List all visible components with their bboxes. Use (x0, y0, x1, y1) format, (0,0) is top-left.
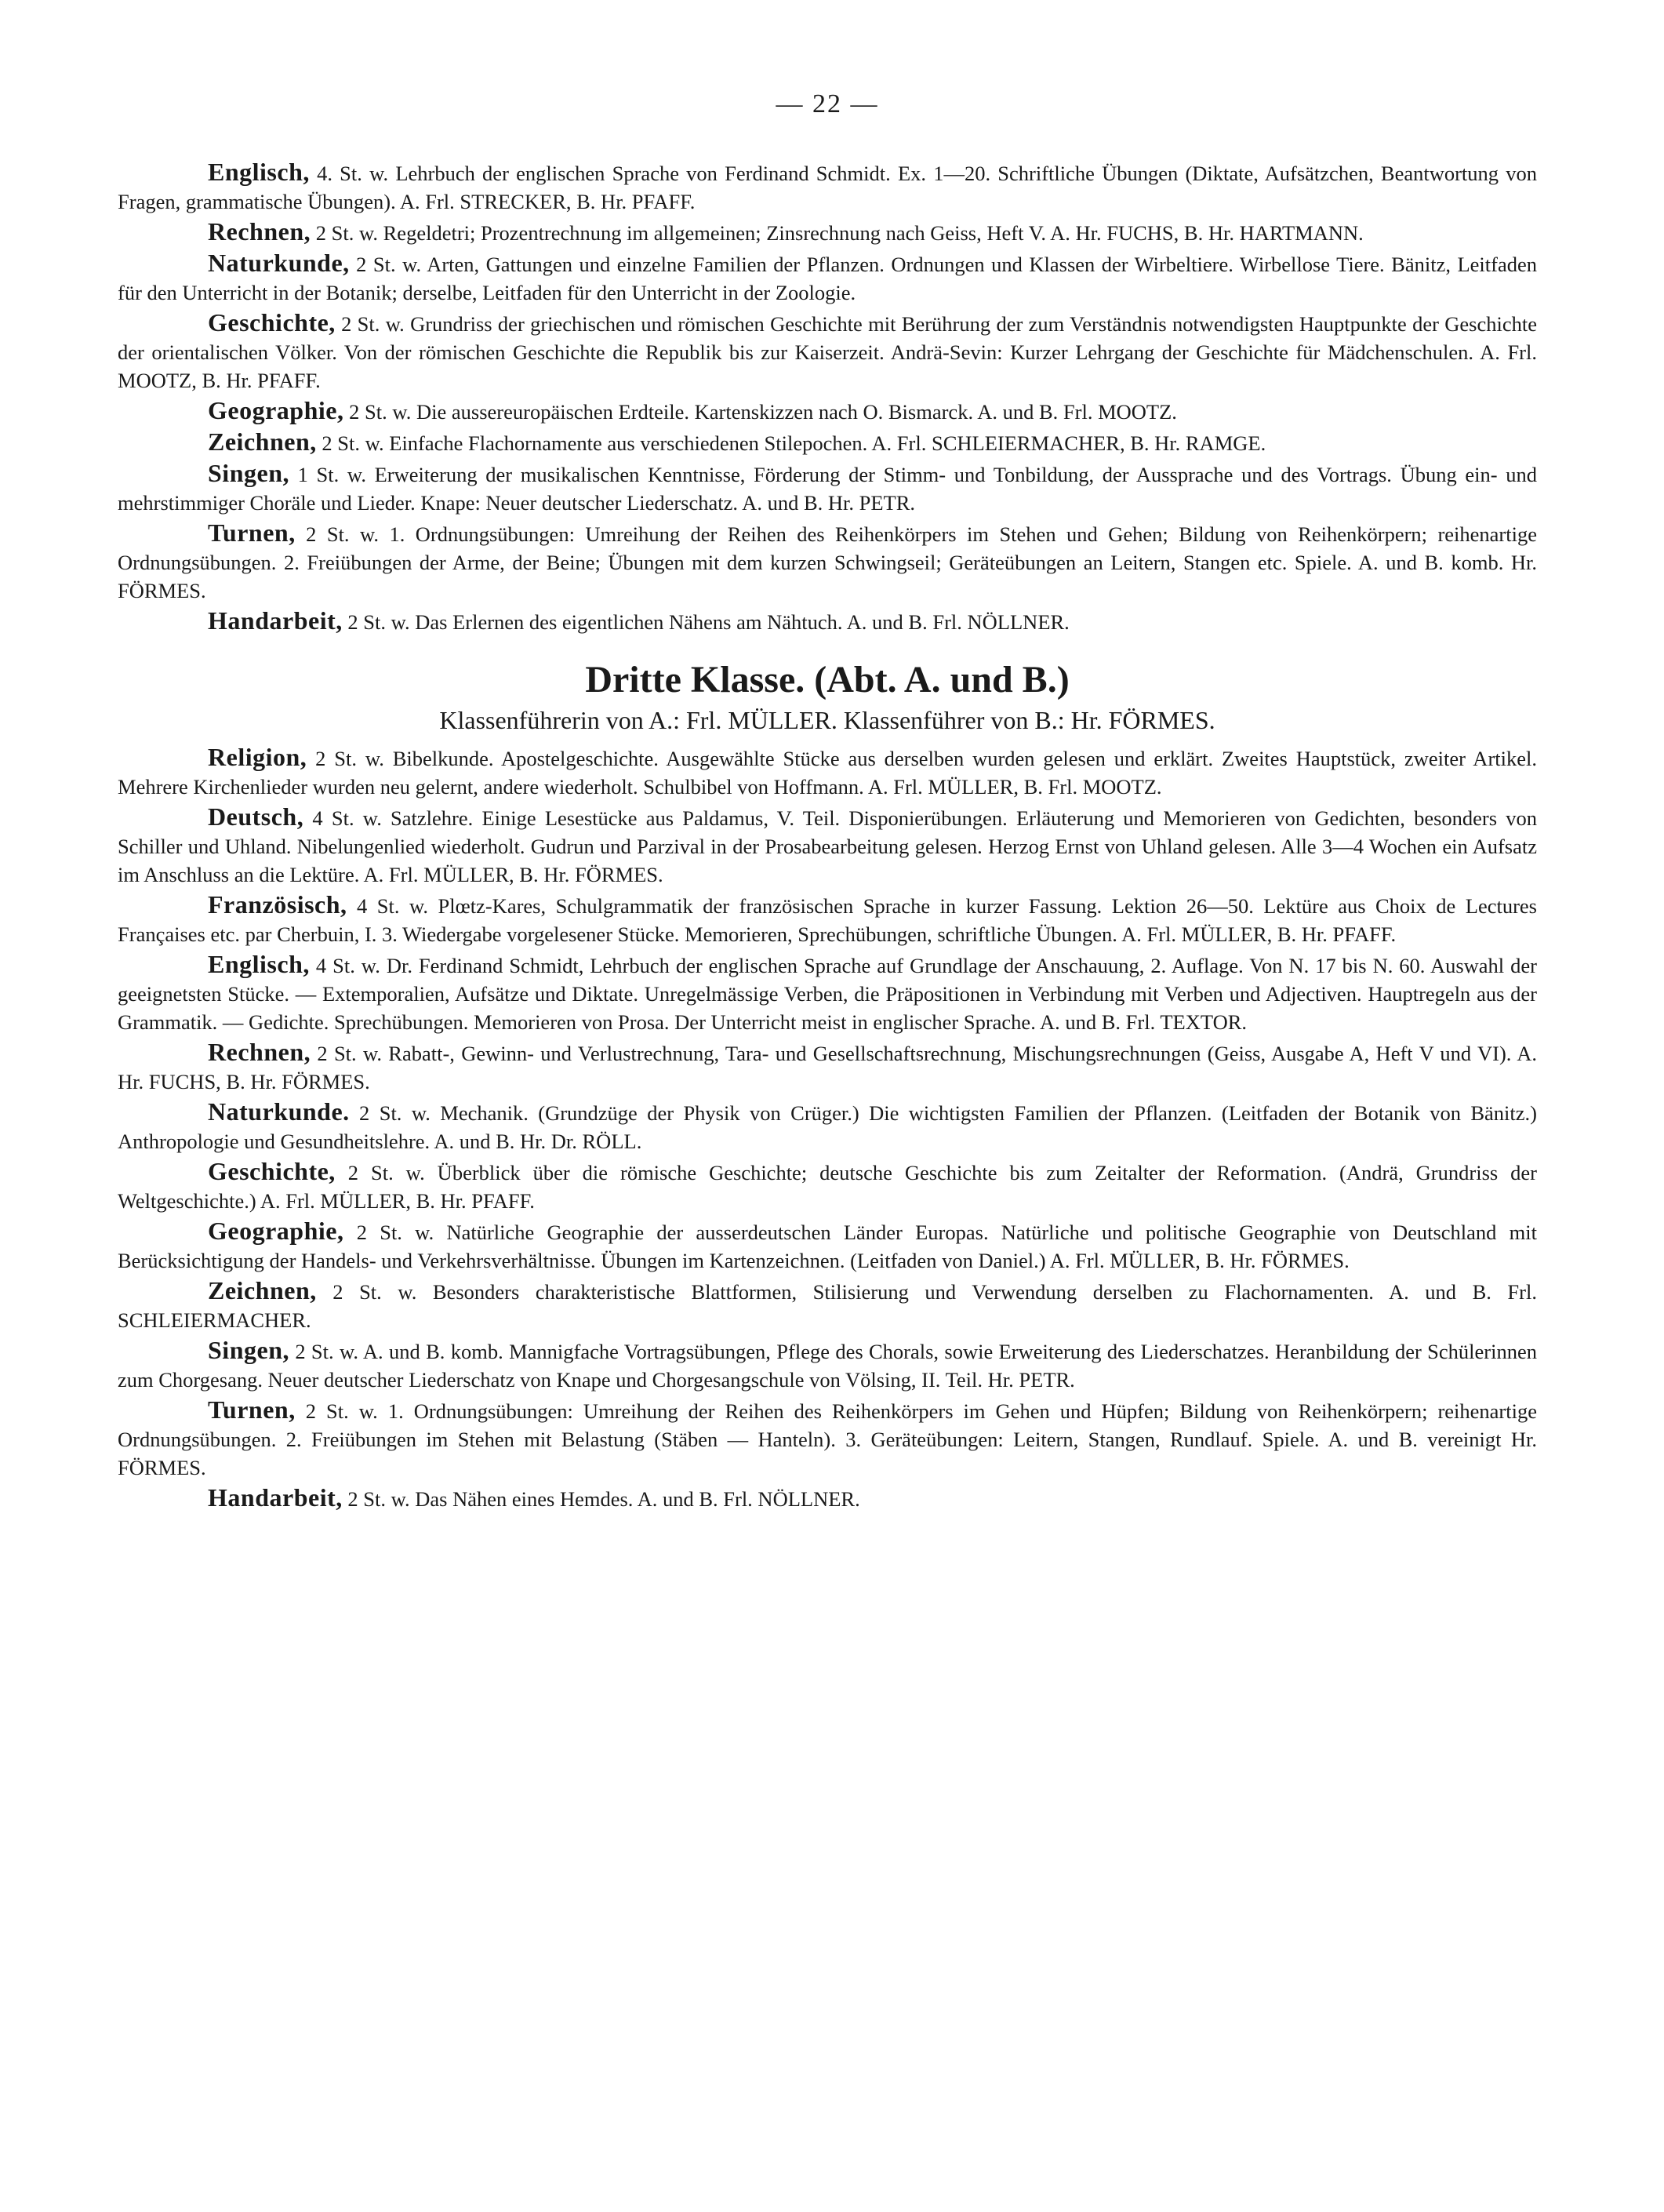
subject-entry (118, 308, 1537, 395)
subject-name: Handarbeit, (208, 606, 343, 635)
subject-text: 2 St. w. Rabatt-, Gewinn- und Verlustrechnung, Tara- und Gesellschaftsrechnung, Mischungsrechnungen (Geiss, Ausgabe A, Heft V und VI). A. Hr. FUCHS, B. Hr. FÖRMES. (118, 1042, 1537, 1093)
subject-entry (118, 158, 1537, 216)
subject-text: 1 St. w. Erweiterung der musikalischen Kenntnisse, Förderung der Stimm- und Tonbildung, der Aussprache und des Vortrags. Übung ein- und mehrstimmiger Choräle und Lieder. Knape: Neuer deutscher Liederschatz. A. und B. Hr. PETR. (118, 463, 1537, 515)
subject-text: 2 St. w. Einfache Flachornamente aus verschiedenen Stilepochen. A. Frl. SCHLEIERMACHER, B. Hr. RAMGE. (316, 431, 1266, 455)
subject-entry (118, 606, 1537, 636)
subject-text: 2 St. w. Arten, Gattungen und einzelne Familien der Pflanzen. Ordnungen und Klassen der Wirbeltiere. Wirbellose Tiere. Bänitz, Leitfaden für den Unterricht in der Botanik; derselbe, Leitfaden für den Unterricht in der Zoologie. (118, 253, 1537, 304)
subject-entry (118, 427, 1537, 457)
subject-entry (118, 1157, 1537, 1215)
subject-name: Naturkunde, (208, 249, 350, 277)
subject-name: Turnen, (208, 1395, 296, 1424)
subject-text: 2 St. w. Regeldetri; Prozentrechnung im allgemeinen; Zinsrechnung nach Geiss, Heft V. A. Hr. FUCHS, B. Hr. HARTMANN. (311, 221, 1364, 245)
subject-text: 2 St. w. Das Erlernen des eigentlichen Nähens am Nähtuch. A. und B. Frl. NÖLLNER. (342, 610, 1070, 634)
subject-name: Englisch, (208, 950, 310, 978)
subject-text: 4 St. w. Dr. Ferdinand Schmidt, Lehrbuch der englischen Sprache auf Grundlage der Anschauung, 2. Auflage. Von N. 17 bis N. 60. Auswahl der geeignetsten Stücke. — Extemporalien, Aufsätze und Diktate. Unregelmässige Verben, die Präpositionen in Verbindung mit Verben und Adjectiven. Hauptregeln aus der Grammatik. — Gedichte. Sprechübungen. Memorieren von Prosa. Der Unterricht meist in englischer Sprache. A. und B. Frl. TEXTOR. (118, 954, 1537, 1034)
subject-entry (118, 1483, 1537, 1513)
subject-entry (118, 1336, 1537, 1394)
section-subheading: Klassenführerin von A.: Frl. MÜLLER. Klassenführer von B.: Hr. FÖRMES. (439, 706, 1215, 734)
subject-text: 4. St. w. Lehrbuch der englischen Sprache von Ferdinand Schmidt. Ex. 1—20. Schriftliche Übungen (Diktate, Aufsätzchen, Beantwortung von Fragen, grammatische Übungen). A. Frl. STRECKER, B. Hr. PFAFF. (118, 162, 1537, 213)
subject-name: Rechnen, (208, 1038, 311, 1066)
subject-entry (118, 1395, 1537, 1482)
subject-name: Geschichte, (208, 308, 336, 337)
subject-text: 2 St. w. Überblick über die römische Geschichte; deutsche Geschichte bis zum Zeitalter der Reformation. (Andrä, Grundriss der Weltgeschichte.) A. Frl. MÜLLER, B. Hr. PFAFF. (118, 1161, 1537, 1213)
subject-name: Handarbeit, (208, 1483, 343, 1512)
subject-text: 2 St. w. Mechanik. (Grundzüge der Physik von Crüger.) Die wichtigsten Familien der Pflanzen. (Leitfaden der Botanik von Bänitz.) Anthropologie und Gesundheitslehre. A. und B. Hr. Dr. RÖLL. (118, 1101, 1537, 1153)
subject-name: Turnen, (208, 518, 296, 547)
subject-name: Rechnen, (208, 217, 311, 246)
subject-entry (118, 217, 1537, 247)
subject-text: 4 St. w. Plœtz-Kares, Schulgrammatik der französischen Sprache in kurzer Fassung. Lektion 26—50. Lektüre aus Choix de Lectures Françaises etc. par Cherbuin, I. 3. Wiedergabe vorgelesener Stücke. Memorieren, Sprechübungen, schriftliche Übungen. A. Frl. MÜLLER, B. Hr. PFAFF. (118, 894, 1537, 946)
section-heading: Dritte Klasse. (Abt. A. und B.) (585, 659, 1070, 700)
subject-name: Singen, (208, 459, 289, 487)
subject-text: 2 St. w. Natürliche Geographie der ausserdeutschen Länder Europas. Natürliche und politische Geographie von Deutschland mit Berücksichtigung der Handels- und Verkehrsverhältnisse. Übungen im Kartenzeichnen. (Leitfaden von Daniel.) A. Frl. MÜLLER, B. Hr. FÖRMES. (118, 1221, 1537, 1272)
subject-name: Religion, (208, 743, 307, 771)
subject-text: 2 St. w. Besonders charakteristische Blattformen, Stilisierung und Verwendung derselben zu Flachornamenten. A. und B. Frl. SCHLEIERMACHER. (118, 1280, 1537, 1332)
subject-name: Geographie, (208, 1217, 344, 1245)
subject-name: Englisch, (208, 158, 310, 186)
subject-entry (118, 396, 1537, 426)
subject-name: Zeichnen, (208, 427, 317, 456)
subject-entry (118, 950, 1537, 1036)
subject-text: 2 St. w. A. und B. komb. Mannigfache Vortragsübungen, Pflege des Chorals, sowie Erweiterung des Liederschatzes. Heranbildung der Schülerinnen zum Chorgesang. Neuer deutscher Liederschatz von Knape und Chorgesangschule von Völsing, II. Teil. Hr. PETR. (118, 1340, 1537, 1392)
subject-name: Singen, (208, 1336, 289, 1364)
page-number: — 22 — (776, 89, 879, 118)
subject-text: 2 St. w. 1. Ordnungsübungen: Umreihung der Reihen des Reihenkörpers im Stehen und Gehen; Bildung von Reihenkörpern; reihenartige Ordnungsübungen. 2. Freiübungen der Arme, der Beine; Übungen mit dem kurzen Schwingseil; Geräteübungen an Leitern, Stangen etc. Spiele. A. und B. komb. Hr. FÖRMES. (118, 522, 1537, 602)
entries-bottom (118, 743, 1537, 1513)
document-page (118, 90, 1537, 1515)
subject-text: 2 St. w. Die aussereuropäischen Erdteile. Kartenskizzen nach O. Bismarck. A. und B. Frl. MOOTZ. (343, 400, 1177, 424)
subject-name: Geographie, (208, 396, 344, 424)
subject-entry (118, 1276, 1537, 1334)
subject-name: Deutsch, (208, 802, 304, 831)
subject-entry (118, 1038, 1537, 1096)
subject-text: 2 St. w. Grundriss der griechischen und römischen Geschichte mit Berührung der zum Verständnis notwendigsten Hauptpunkte der Geschichte der orientalischen Völker. Von der römischen Geschichte die Republik bis zur Kaiserzeit. Andrä-Sevin: Kurzer Lehrgang der Geschichte für Mädchenschulen. A. Frl. MOOTZ, B. Hr. PFAFF. (118, 312, 1537, 392)
subject-text: 2 St. w. Das Nähen eines Hemdes. A. und B. Frl. NÖLLNER. (342, 1487, 860, 1511)
subject-entry (118, 249, 1537, 307)
subject-text: 4 St. w. Satzlehre. Einige Lesestücke aus Paldamus, V. Teil. Disponierübungen. Erläuterung und Memorieren von Gedichten, besonders von Schiller und Uhland. Nibelungenlied wiederholt. Gudrun und Parzival in der Prosabearbeitung gelesen. Herzog Ernst von Uhland gelesen. Alle 3—4 Wochen ein Aufsatz im Anschluss an die Lektüre. A. Frl. MÜLLER, B. Hr. FÖRMES. (118, 806, 1537, 886)
subject-name: Französisch, (208, 890, 347, 919)
subject-name: Zeichnen, (208, 1276, 317, 1304)
subject-entry (118, 802, 1537, 889)
subject-entry (118, 1217, 1537, 1275)
subject-entry (118, 1097, 1537, 1155)
subject-text: 2 St. w. Bibelkunde. Apostelgeschichte. Ausgewählte Stücke aus derselben wurden gelesen und erklärt. Zweites Hauptstück, zweiter Artikel. Mehrere Kirchenlieder wurden neu gelernt, andere wiederholt. Schulbibel von Hoffmann. A. Frl. MÜLLER, B. Frl. MOOTZ. (118, 747, 1537, 799)
subject-entry (118, 459, 1537, 517)
subject-text: 2 St. w. 1. Ordnungsübungen: Umreihung der Reihen des Reihenkörpers im Gehen und Hüpfen; Bildung von Reihenkörpern; reihenartige Ordnungsübungen. 2. Freiübungen im Stehen mit Belastung (Stäben — Hanteln). 3. Geräteübungen: Leitern, Stangen, Rundlauf. Spiele. A. und B. vereinigt Hr. FÖRMES. (118, 1399, 1537, 1479)
subject-entry (118, 518, 1537, 605)
subject-name: Geschichte, (208, 1157, 336, 1185)
entries-top (118, 158, 1537, 636)
subject-name: Naturkunde. (208, 1097, 350, 1126)
subject-entry (118, 890, 1537, 948)
subject-entry (118, 743, 1537, 801)
